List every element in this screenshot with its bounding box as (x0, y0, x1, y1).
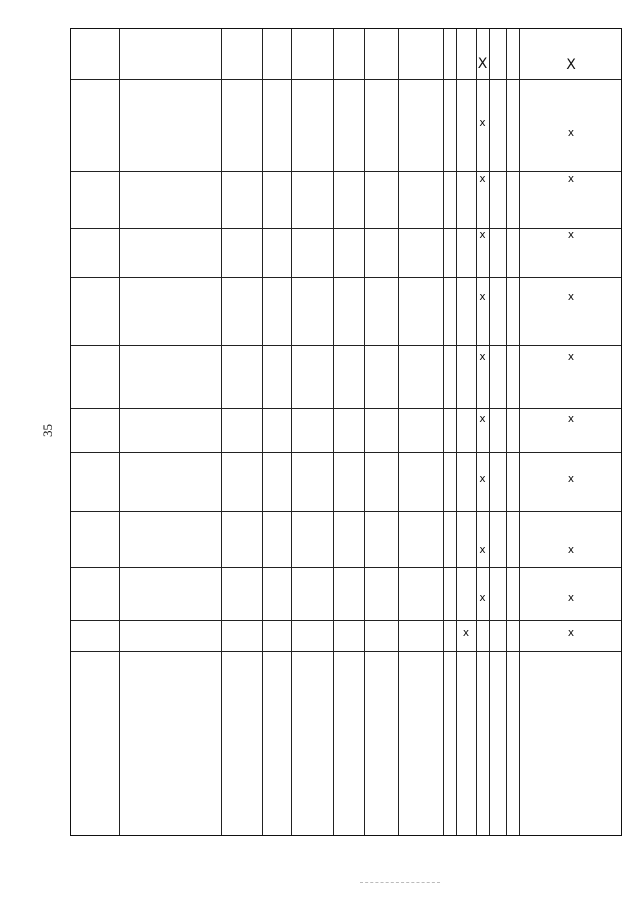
not-applicable-mark: Х (566, 57, 576, 73)
scan-artifact (360, 882, 440, 883)
not-applicable-mark: х (479, 544, 486, 556)
not-applicable-mark: х (479, 592, 486, 604)
not-applicable-mark: х (479, 229, 486, 241)
not-applicable-mark: х (567, 473, 575, 485)
row-label-cell (398, 651, 443, 837)
row-label-cell (489, 651, 506, 837)
not-applicable-mark: х (479, 413, 486, 425)
row-label-cell (262, 651, 291, 837)
not-applicable-mark: х (567, 291, 575, 303)
column-divider (71, 567, 621, 568)
column-divider (71, 620, 621, 621)
row-label-text (291, 652, 293, 834)
row-label-text (364, 652, 366, 834)
not-applicable-mark: х (567, 592, 575, 604)
not-applicable-mark: х (479, 473, 486, 485)
column-divider (71, 345, 621, 346)
row-label-cell (119, 651, 221, 837)
column-divider (71, 511, 621, 512)
row-label-text (398, 652, 400, 834)
not-applicable-mark: х (567, 127, 575, 139)
row-label-text (489, 652, 491, 834)
not-applicable-mark: х (567, 173, 575, 185)
row-label-text (333, 652, 335, 834)
row-label-text (71, 652, 73, 834)
column-divider (71, 408, 621, 409)
row-label-cell (476, 651, 489, 837)
row-label-text (456, 652, 458, 834)
row-label-cell (71, 651, 119, 837)
column-divider (71, 228, 621, 229)
row-label-cell (506, 651, 519, 837)
not-applicable-mark: х (479, 117, 486, 129)
not-applicable-mark: х (479, 351, 486, 363)
not-applicable-mark: х (479, 291, 486, 303)
data-table (70, 28, 622, 836)
not-applicable-mark: х (567, 544, 575, 556)
not-applicable-mark: х (567, 351, 575, 363)
not-applicable-mark: Х (477, 56, 488, 72)
row-label-cell (221, 651, 262, 837)
column-divider (71, 79, 621, 80)
row-label-text (506, 652, 508, 834)
row-label-cell (443, 651, 456, 837)
not-applicable-mark: х (567, 627, 575, 639)
row-label-cell (456, 651, 476, 837)
not-applicable-mark: х (567, 413, 575, 425)
row-label-cell (364, 651, 398, 837)
row-label-text (519, 652, 521, 834)
row-label-cell (333, 651, 364, 837)
column-divider (71, 171, 621, 172)
row-label-cell (519, 651, 623, 837)
row-label-text (119, 652, 121, 834)
row-label-text (221, 652, 223, 834)
not-applicable-mark: х (479, 173, 486, 185)
not-applicable-mark: х (567, 229, 575, 241)
row-label-text (476, 652, 478, 834)
row-label-text (443, 652, 445, 834)
column-divider (71, 452, 621, 453)
page-number: 35 (40, 424, 55, 437)
row-label-text (262, 652, 264, 834)
not-applicable-mark: х (462, 627, 470, 639)
row-label-cell (291, 651, 333, 837)
column-divider (71, 277, 621, 278)
